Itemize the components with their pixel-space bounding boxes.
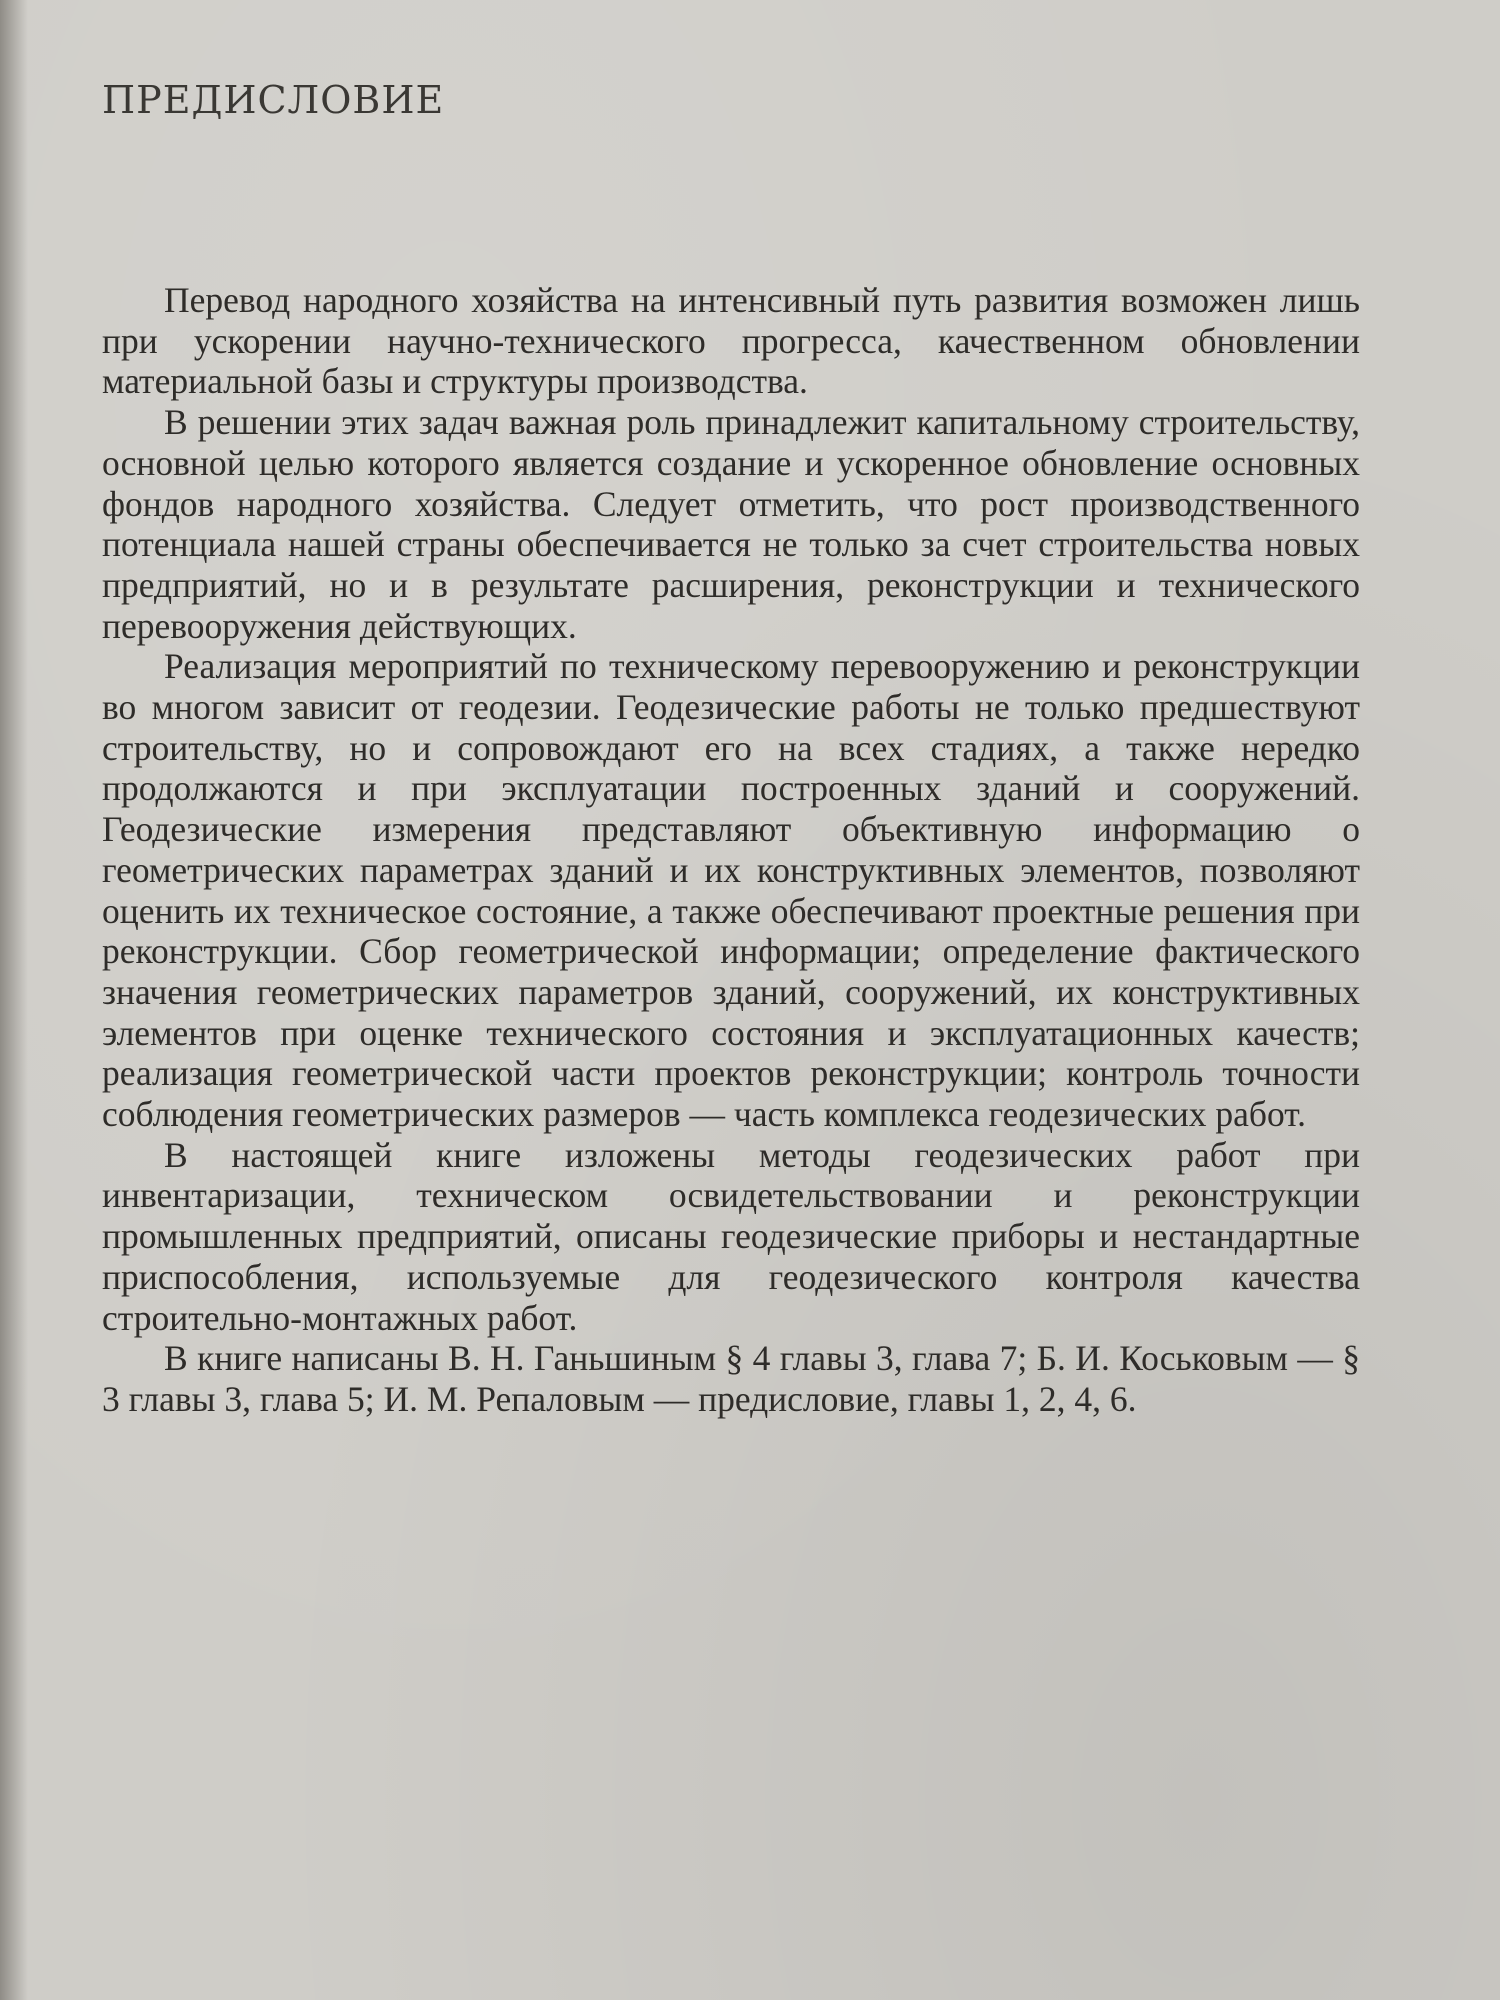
- page-title: ПРЕДИСЛОВИЕ: [102, 78, 445, 122]
- paragraph-4: В настоящей книге изложены методы геодезических работ при инвентаризации, техническом освидетельствовании и реконструкции промышленных предприятий, описаны геодезические приборы и нестандартные приспособления, используемые для геодезического контроля качества строительно-монтажных работ.: [102, 1134, 1360, 1338]
- preface-body: [102, 280, 1360, 1420]
- paragraph-3: Реализация мероприятий по техническому перевооружению и реконструкции во многом зависит от геодезии. Геодезические работы не только предшествуют строительству, но и сопровождают его на всех стадиях, а также нередко продолжаются и при эксплуатации построенных зданий и сооружений. Геодезические измерения представляют объективную информацию о геометрических параметрах зданий и их конструктивных элементов, позволяют оценить их техническое состояние, а также обеспечивают проектные решения при реконструкции. Сбор геометрической информации; определение фактического значения геометрических параметров зданий, сооружений, их конструктивных элементов при оценке технического состояния и эксплуатационных качеств; реализация геометрической части проектов реконструкции; контроль точности соблюдения геометрических размеров — часть комплекса геодезических работ.: [102, 646, 1360, 1135]
- paragraph-5: В книге написаны В. Н. Ганьшиным § 4 главы 3, глава 7; Б. И. Коськовым — § 3 главы 3, глава 5; И. М. Репаловым — предисловие, главы 1, 2, 4, 6.: [102, 1338, 1360, 1419]
- paragraph-2: В решении этих задач важная роль принадлежит капитальному строительству, основной целью которого является создание и ускоренное обновление основных фондов народного хозяйства. Следует отметить, что рост производственного потенциала нашей страны обеспечивается не только за счет строительства новых предприятий, но и в результате расширения, реконструкции и технического перевооружения действующих.: [102, 402, 1360, 646]
- paragraph-1: Перевод народного хозяйства на интенсивный путь развития возможен лишь при ускорении научно-технического прогресса, качественном обновлении материальной базы и структуры производства.: [102, 280, 1360, 402]
- page-binding-shadow: [0, 0, 28, 2000]
